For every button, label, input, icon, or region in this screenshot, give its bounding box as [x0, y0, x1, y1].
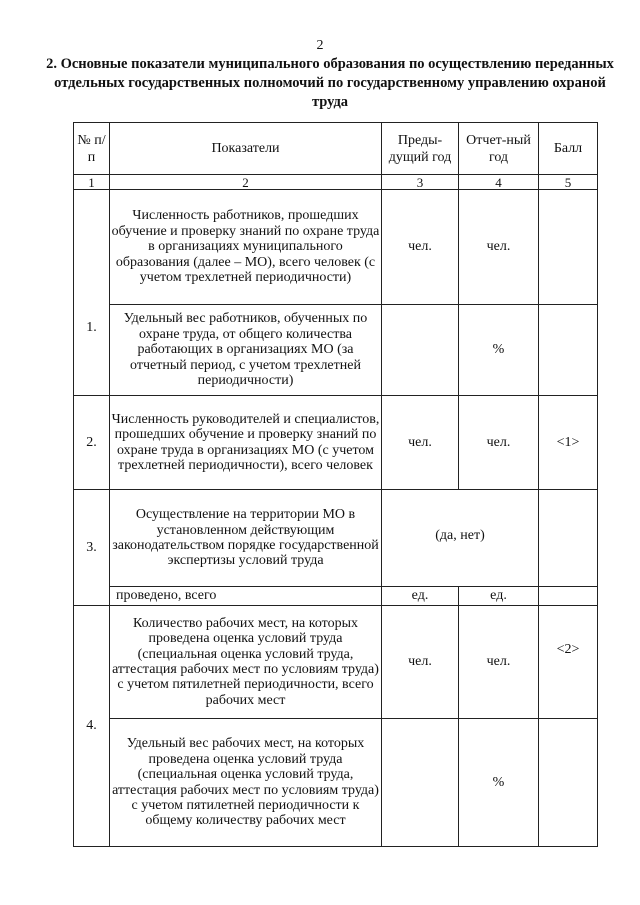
prev-year-cell: [382, 719, 459, 847]
report-year-cell: %: [459, 719, 539, 847]
indicator-text: Численность руководителей и специалистов, прошедших обучение и проверку знаний по охране труда в организациях МО (с учетом трехлетней периодичности), всего человек: [110, 396, 382, 490]
prev-year-cell: чел.: [382, 190, 459, 305]
row-number: 1.: [74, 190, 110, 396]
indicator-text: Удельный вес рабочих мест, на которых проведена оценка условий труда (специальная оценка условий труда, аттестация рабочих мест по условиям труда) с учетом пятилетней периодичности к общему количеству рабочих мест: [110, 719, 382, 847]
prev-year-cell: ед.: [382, 587, 459, 606]
header-prev-year: Преды-дущий год: [382, 123, 459, 175]
table-row: [74, 305, 598, 396]
score-cell: [539, 587, 598, 606]
table-row: [74, 719, 598, 847]
prev-year-cell: чел.: [382, 396, 459, 490]
indicator-text: проведено, всего: [110, 587, 382, 606]
indicator-text: Количество рабочих мест, на которых проведена оценка условий труда (специальная оценка условий труда, аттестация рабочих мест по условиям труда) с учетом пятилетней периодичности, всего рабочих мест: [110, 606, 382, 719]
report-year-cell: чел.: [459, 190, 539, 305]
report-year-cell: чел.: [459, 606, 539, 719]
table-row: [74, 490, 598, 587]
section-heading: 2. Основные показатели муниципального образования по осуществлению переданных отдельных государственных полномочий по государственному управлению охраной труда: [46, 56, 614, 110]
header-score: Балл: [539, 123, 598, 175]
header-report-year: Отчет-ный год: [459, 123, 539, 175]
prev-year-cell: [382, 305, 459, 396]
col-number: 2: [110, 175, 382, 190]
report-year-cell: %: [459, 305, 539, 396]
score-cell: [539, 490, 598, 587]
score-cell: <2>: [539, 606, 598, 719]
col-number: 4: [459, 175, 539, 190]
score-cell: <1>: [539, 396, 598, 490]
indicators-table: [73, 122, 598, 847]
col-number: 1: [74, 175, 110, 190]
score-cell: [539, 719, 598, 847]
row-number: 3.: [74, 490, 110, 606]
score-cell: [539, 190, 598, 305]
header-indicator: Показатели: [110, 123, 382, 175]
column-numbers-row: [74, 175, 598, 190]
row-number: 4.: [74, 606, 110, 847]
merged-answer-cell: (да, нет): [382, 490, 539, 587]
indicator-text: Удельный вес работников, обученных по охране труда, от общего количества работающих в организациях МО (за отчетный период, с учетом трехлетней периодичности): [110, 305, 382, 396]
report-year-cell: ед.: [459, 587, 539, 606]
col-number: 3: [382, 175, 459, 190]
table-row: [74, 606, 598, 719]
row-number: 2.: [74, 396, 110, 490]
table-row: [74, 396, 598, 490]
header-row: [74, 123, 598, 175]
report-year-cell: чел.: [459, 396, 539, 490]
indicator-text: Осуществление на территории МО в установленном действующим законодательством порядке государственной экспертизы условий труда: [110, 490, 382, 587]
indicator-text: Численность работников, прошедших обучение и проверку знаний по охране труда в организациях муниципального образования (далее – МО), всего человек (с учетом трехлетней периодичности): [110, 190, 382, 305]
col-number: 5: [539, 175, 598, 190]
header-num: № п/п: [74, 123, 110, 175]
page-number: 2: [316, 38, 324, 53]
prev-year-cell: чел.: [382, 606, 459, 719]
table-row: [74, 190, 598, 305]
score-cell: [539, 305, 598, 396]
table-row: [74, 587, 598, 606]
